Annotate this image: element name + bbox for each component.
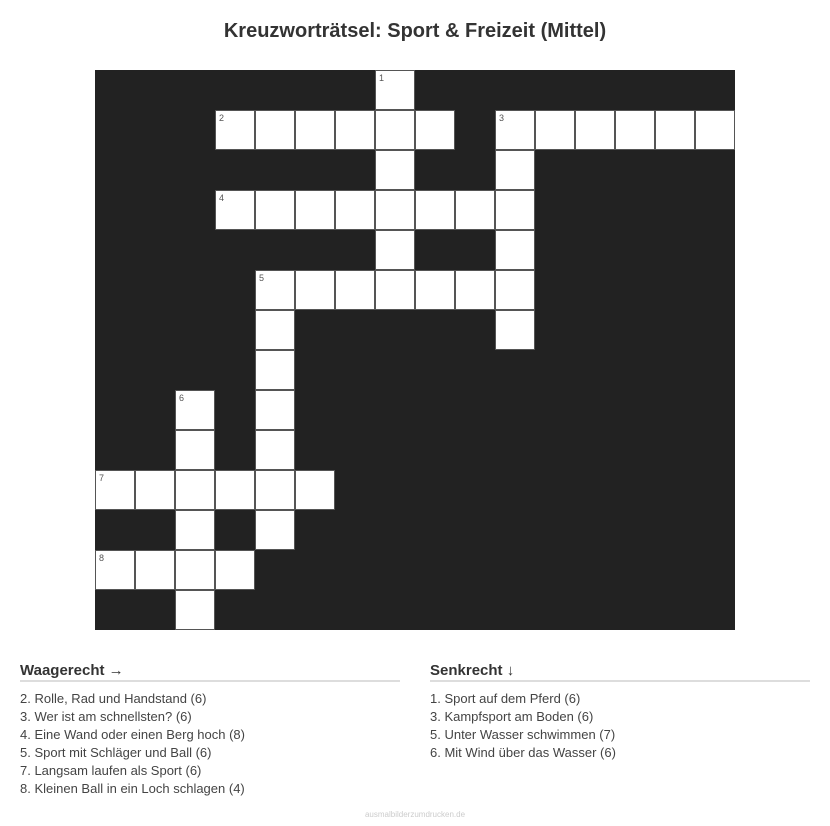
crossword-cell[interactable]	[415, 190, 455, 230]
crossword-cell[interactable]	[495, 110, 535, 150]
crossword-grid	[95, 70, 735, 630]
crossword-cell[interactable]	[655, 110, 695, 150]
crossword-cell[interactable]	[135, 550, 175, 590]
across-clues-section	[20, 662, 400, 798]
crossword-cell[interactable]	[295, 270, 335, 310]
crossword-cell[interactable]	[215, 470, 255, 510]
crossword-cell[interactable]	[215, 190, 255, 230]
crossword-cell[interactable]	[375, 110, 415, 150]
clue-number: 8	[99, 553, 105, 563]
crossword-cell[interactable]	[175, 590, 215, 630]
crossword-cell[interactable]	[95, 550, 135, 590]
down-clue: 3. Kampfsport am Boden (6)	[430, 709, 594, 724]
crossword-cell[interactable]	[295, 470, 335, 510]
footer-watermark: ausmalbilderzumdrucken.de	[364, 810, 466, 819]
crossword-cell[interactable]	[295, 110, 335, 150]
crossword-cell[interactable]	[375, 230, 415, 270]
crossword-cell[interactable]	[255, 350, 295, 390]
crossword-cell[interactable]	[455, 270, 495, 310]
down-clues-section	[430, 662, 810, 762]
crossword-cell[interactable]	[495, 230, 535, 270]
crossword-cell[interactable]	[175, 470, 215, 510]
crossword-cell[interactable]	[495, 190, 535, 230]
crossword-cell[interactable]	[175, 390, 215, 430]
clue-number: 6	[179, 393, 185, 403]
crossword-cell[interactable]	[255, 430, 295, 470]
crossword-cell[interactable]	[335, 270, 375, 310]
across-clue: 2. Rolle, Rad und Handstand (6)	[20, 691, 207, 706]
clue-number: 1	[379, 73, 385, 83]
crossword-cell[interactable]	[335, 110, 375, 150]
crossword-cell[interactable]	[415, 110, 455, 150]
crossword-cell[interactable]	[135, 470, 175, 510]
crossword-cell[interactable]	[255, 510, 295, 550]
across-clue: 8. Kleinen Ball in ein Loch schlagen (4)	[20, 781, 245, 796]
crossword-cell[interactable]	[495, 150, 535, 190]
down-clue: 1. Sport auf dem Pferd (6)	[430, 691, 581, 706]
crossword-cell[interactable]	[375, 150, 415, 190]
crossword-cell[interactable]	[175, 510, 215, 550]
down-clue: 6. Mit Wind über das Wasser (6)	[430, 745, 616, 760]
crossword-cell[interactable]	[95, 470, 135, 510]
across-clue: 7. Langsam laufen als Sport (6)	[20, 763, 202, 778]
crossword-cell[interactable]	[335, 190, 375, 230]
clue-number: 7	[99, 473, 105, 483]
crossword-cell[interactable]	[575, 110, 615, 150]
clue-number: 5	[259, 273, 265, 283]
crossword-cell[interactable]	[495, 270, 535, 310]
crossword-cell[interactable]	[615, 110, 655, 150]
crossword-cell[interactable]	[495, 310, 535, 350]
clue-number: 4	[219, 193, 225, 203]
crossword-cell[interactable]	[415, 270, 455, 310]
crossword-cell[interactable]	[455, 190, 495, 230]
crossword-cell[interactable]	[375, 270, 415, 310]
across-heading: Waagerecht →	[20, 662, 400, 682]
crossword-cell[interactable]	[255, 270, 295, 310]
crossword-cell[interactable]	[175, 430, 215, 470]
across-clue: 3. Wer ist am schnellsten? (6)	[20, 709, 192, 724]
crossword-cell[interactable]	[215, 550, 255, 590]
crossword-cell[interactable]	[375, 70, 415, 110]
across-clue: 4. Eine Wand oder einen Berg hoch (8)	[20, 727, 245, 742]
crossword-cell[interactable]	[255, 310, 295, 350]
crossword-cell[interactable]	[255, 190, 295, 230]
clue-number: 3	[499, 113, 505, 123]
crossword-cell[interactable]	[255, 390, 295, 430]
crossword-cell[interactable]	[215, 110, 255, 150]
crossword-cell[interactable]	[695, 110, 735, 150]
crossword-cell[interactable]	[255, 470, 295, 510]
down-clue: 5. Unter Wasser schwimmen (7)	[430, 727, 616, 742]
crossword-cell[interactable]	[255, 110, 295, 150]
crossword-cell[interactable]	[375, 190, 415, 230]
crossword-cell[interactable]	[175, 550, 215, 590]
down-heading: Senkrecht ↓	[430, 662, 810, 682]
crossword-cell[interactable]	[295, 190, 335, 230]
across-clue: 5. Sport mit Schläger und Ball (6)	[20, 745, 212, 760]
puzzle-title: Kreuzworträtsel: Sport & Freizeit (Mittel)	[223, 20, 607, 42]
crossword-cell[interactable]	[535, 110, 575, 150]
clue-number: 2	[219, 113, 225, 123]
